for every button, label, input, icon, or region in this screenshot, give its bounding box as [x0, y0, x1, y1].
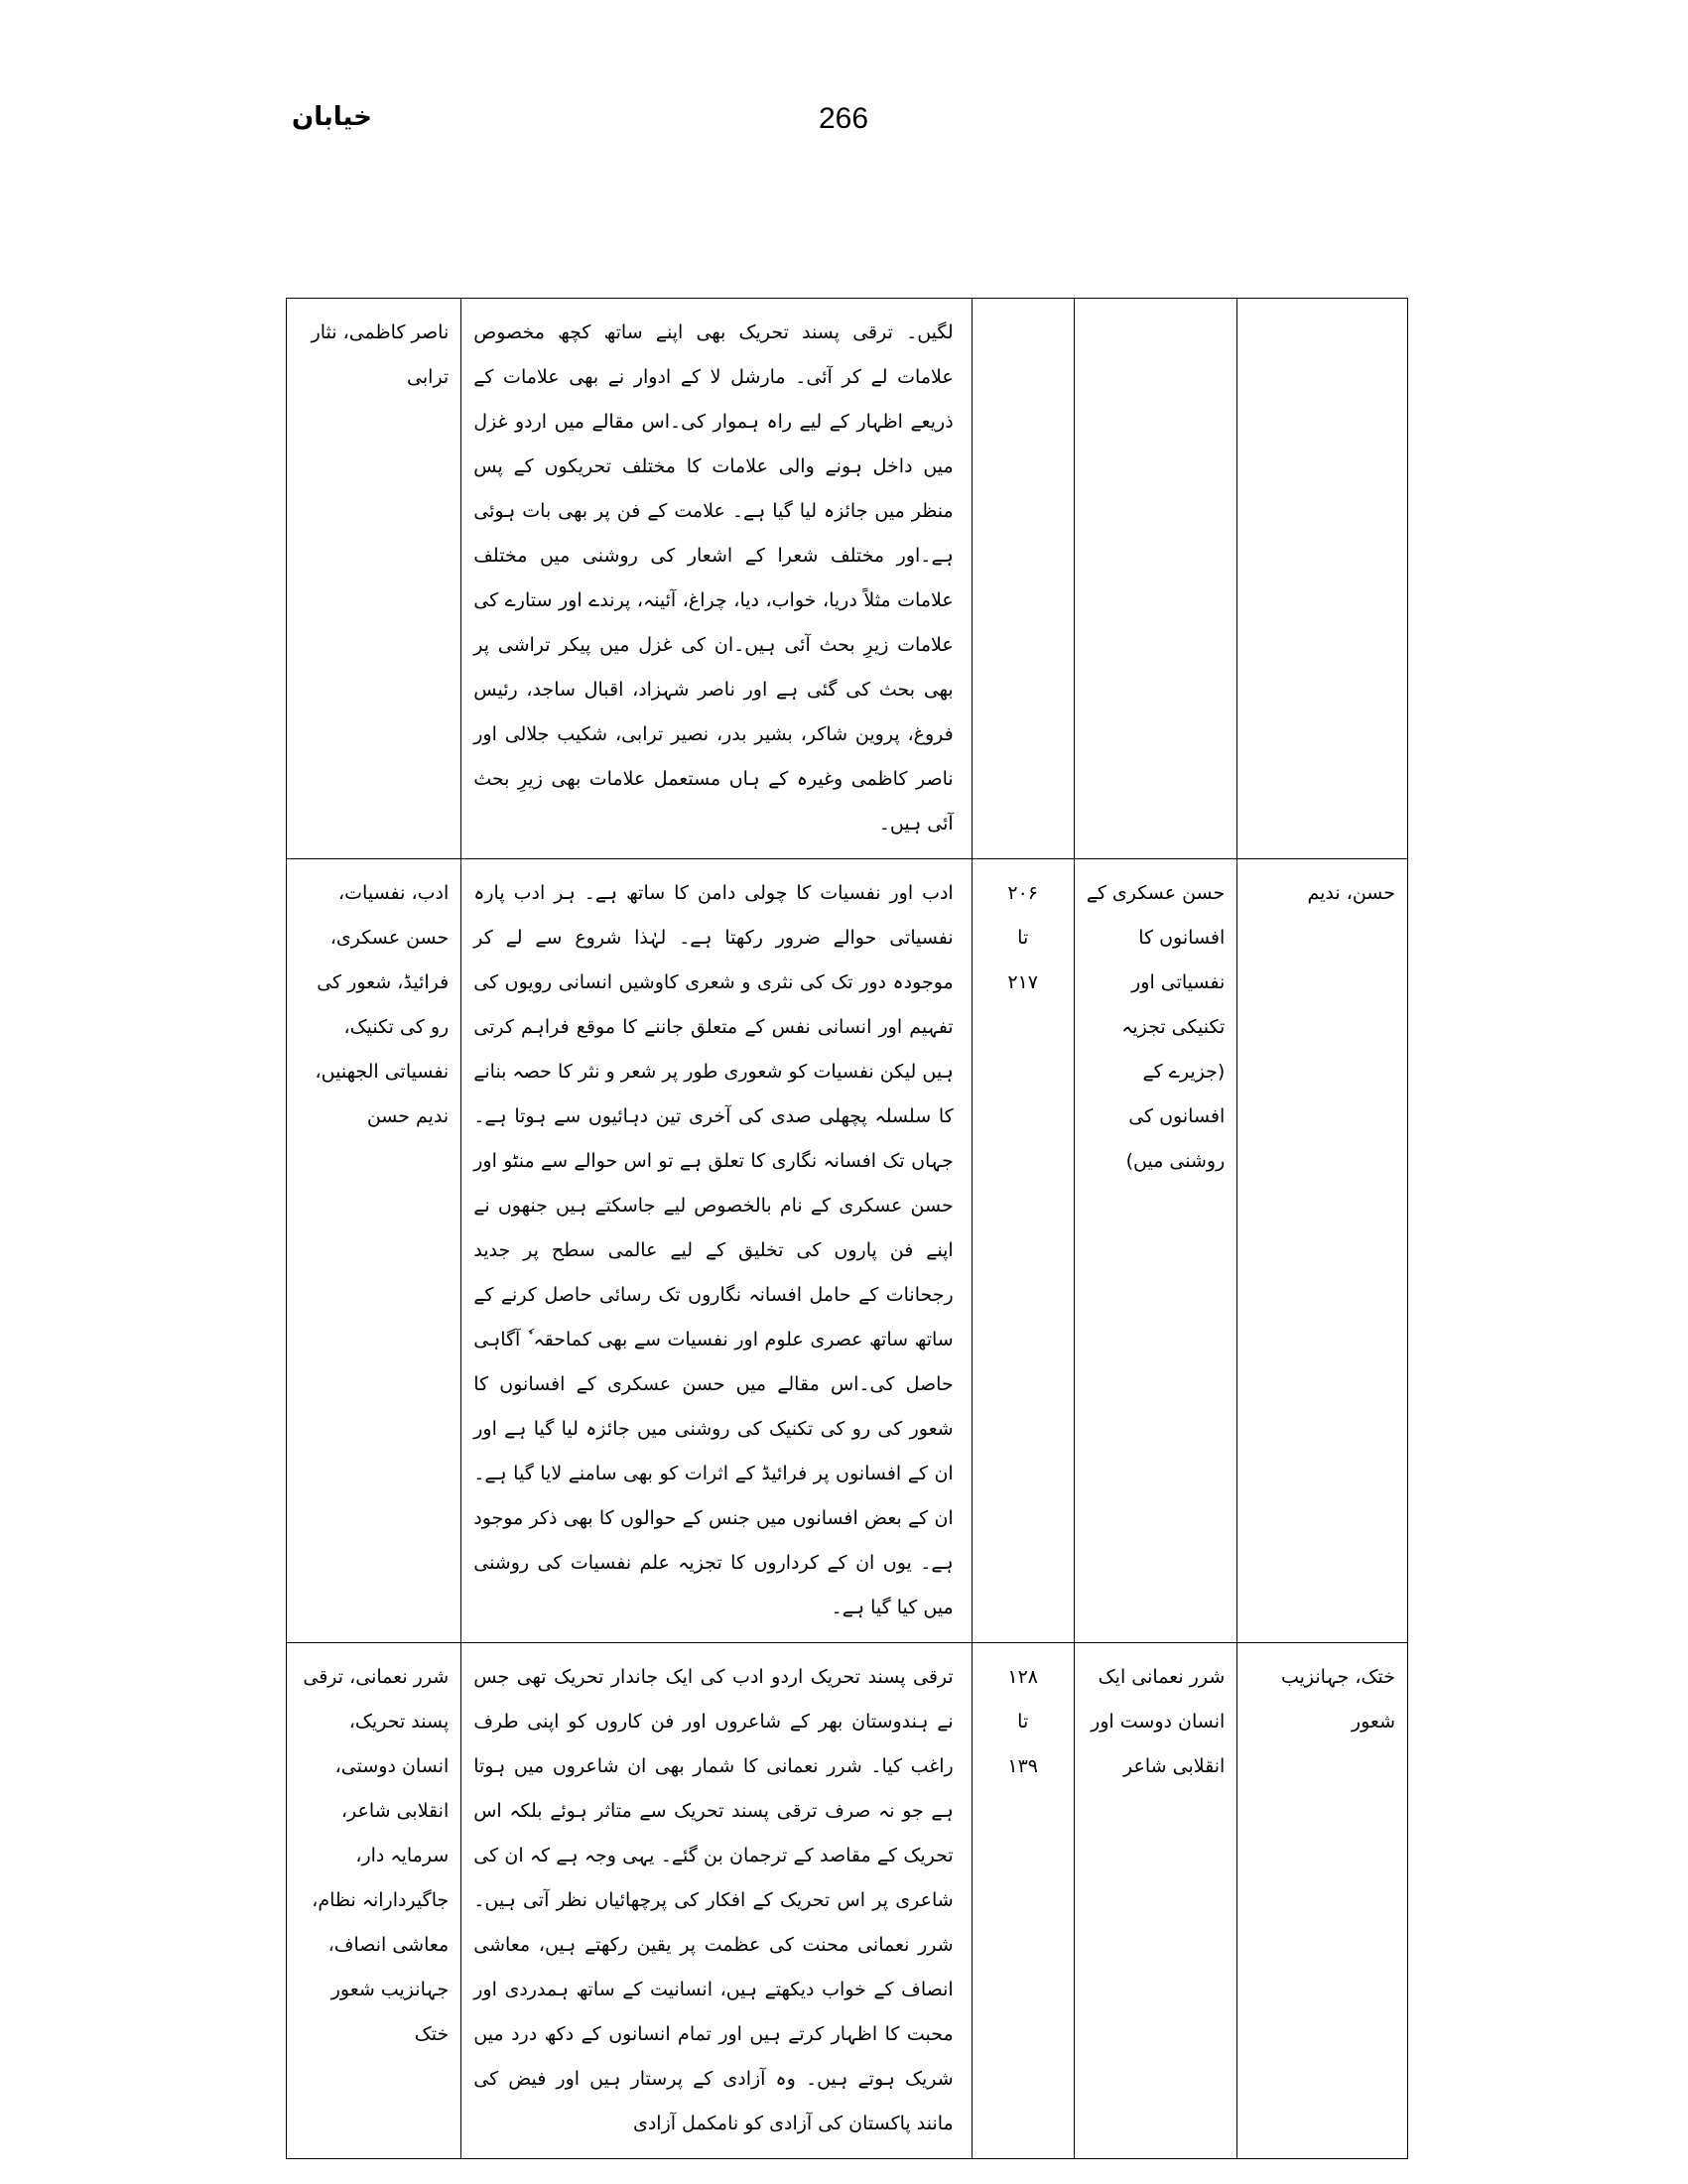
journal-name: خیابان	[292, 102, 372, 132]
page-start: ۱۲۸	[1007, 1666, 1038, 1688]
keywords-cell: ناصر کاظمی، نثار ترابی	[287, 299, 461, 859]
abstract-cell: لگیں۔ ترقی پسند تحریک بھی اپنے ساتھ کچھ مخصوص علامات لے کر آئی۔ مارشل لا کے ادوار نے بھی علامات کے ذریعے اظہار کے لیے راہ ہموار کی۔اس مقالے میں اردو غزل میں داخل ہونے والی علامات کا مختلف تحریکوں کے پس منظر میں جائزہ لیا گیا ہے۔ علامت کے فن پر بھی بات ہوئی ہے۔اور مختلف شعرا کے اشعار کی روشنی میں مختلف علامات مثلاً دریا، خواب، دیا، چراغ، آئینہ، پرندے اور ستارے کی علامات زیرِ بحث آئی ہیں۔ان کی غزل میں پیکر تراشی پر بھی بحث کی گئی ہے اور ناصر شہزاد، اقبال ساجد، رئیس فروغ، پروین شاکر، بشیر بدر، نصیر ترابی، شکیب جلالی اور ناصر کاظمی وغیرہ کے ہاں مستعمل علامات بھی زیرِ بحث آئی ہیں۔	[461, 299, 972, 859]
page-range-separator: تا	[1017, 1711, 1029, 1733]
author-cell: حسن، ندیم	[1237, 859, 1408, 1643]
keywords-cell: ادب، نفسیات، حسن عسکری، فرائیڈ، شعور کی رو کی تکنیک، نفسیاتی الجھنیں، ندیم حسن	[287, 859, 461, 1643]
pages-cell	[972, 859, 1074, 1643]
pages-cell	[972, 1643, 1074, 2159]
title-cell: شرر نعمانی ایک انسان دوست اور انقلابی شاعر	[1074, 1643, 1237, 2159]
table-row	[287, 299, 1408, 859]
page-end: ۲۱۷	[1007, 971, 1038, 993]
page-number: 266	[818, 102, 869, 135]
page-end: ۱۳۹	[1007, 1755, 1038, 1777]
pages-cell	[972, 299, 1074, 859]
table-row	[287, 859, 1408, 1643]
page-range-separator: تا	[1017, 927, 1029, 949]
abstract-cell: ترقی پسند تحریک اردو ادب کی ایک جاندار تحریک تھی جس نے ہندوستان بھر کے شاعروں اور فن کاروں کو اپنی طرف راغب کیا۔ شرر نعمانی کا شمار بھی ان شاعروں میں ہوتا ہے جو نہ صرف ترقی پسند تحریک سے متاثر ہوئے بلکہ اس تحریک کے مقاصد کے ترجمان بن گئے۔ یہی وجہ ہے کہ ان کی شاعری پر اس تحریک کے افکار کی پرچھائیاں نظر آتی ہیں۔ شرر نعمانی محنت کی عظمت پر یقین رکھتے ہیں، معاشی انصاف کے خواب دیکھتے ہیں، انسانیت کے ساتھ ہمدردی اور محبت کا اظہار کرتے ہیں اور تمام انسانوں کے دکھ درد میں شریک ہوتے ہیں۔ وہ آزادی کے پرستار ہیں اور فیض کی مانند پاکستان کی آزادی کو نامکمل آزادی	[461, 1643, 972, 2159]
title-cell: حسن عسکری کے افسانوں کا نفسیاتی اور تکنیکی تجزیہ (جزیرے کے افسانوں کی روشنی میں)	[1074, 859, 1237, 1643]
author-cell	[1237, 299, 1408, 859]
keywords-cell: شرر نعمانی، ترقی پسند تحریک، انسان دوستی، انقلابی شاعر، سرمایہ دار، جاگیردارانہ نظام، معاشی انصاف، جہانزیب شعور ختک	[287, 1643, 461, 2159]
index-table	[286, 298, 1408, 2159]
abstract-cell: ادب اور نفسیات کا چولی دامن کا ساتھ ہے۔ ہر ادب پارہ نفسیاتی حوالے ضرور رکھتا ہے۔ لہٰذا شروع سے لے کر موجودہ دور تک کی نثری و شعری کاوشیں انسانی رویوں کی تفہیم اور انسانی نفس کے متعلق جاننے کا موقع فراہم کرتی ہیں لیکن نفسیات کو شعوری طور پر شعر و نثر کا حصہ بنانے کا سلسلہ پچھلی صدی کی آخری تین دہائیوں سے ہوتا ہے۔ جہاں تک افسانہ نگاری کا تعلق ہے تو اس حوالے سے منٹو اور حسن عسکری کے نام بالخصوص لیے جاسکتے ہیں جنھوں نے اپنے فن پاروں کی تخلیق کے لیے عالمی سطح پر جدید رجحانات کے حامل افسانہ نگاروں تک رسائی حاصل کرنے کے ساتھ ساتھ عصری علوم اور نفسیات سے بھی کماحقہ ٗ آگاہی حاصل کی۔اس مقالے میں حسن عسکری کے افسانوں کا شعور کی رو کی تکنیک کی روشنی میں جائزہ لیا گیا ہے اور ان کے افسانوں پر فرائیڈ کے اثرات کو بھی سامنے لایا گیا ہے۔ان کے بعض افسانوں میں جنس کے حوالوں کا بھی ذکر موجود ہے۔ یوں ان کے کرداروں کا تجزیہ علم نفسیات کی روشنی میں کیا گیا ہے۔	[461, 859, 972, 1643]
page-start: ۲۰۶	[1007, 882, 1038, 904]
title-cell	[1074, 299, 1237, 859]
table-row	[287, 1643, 1408, 2159]
author-cell: ختک، جہانزیب شعور	[1237, 1643, 1408, 2159]
